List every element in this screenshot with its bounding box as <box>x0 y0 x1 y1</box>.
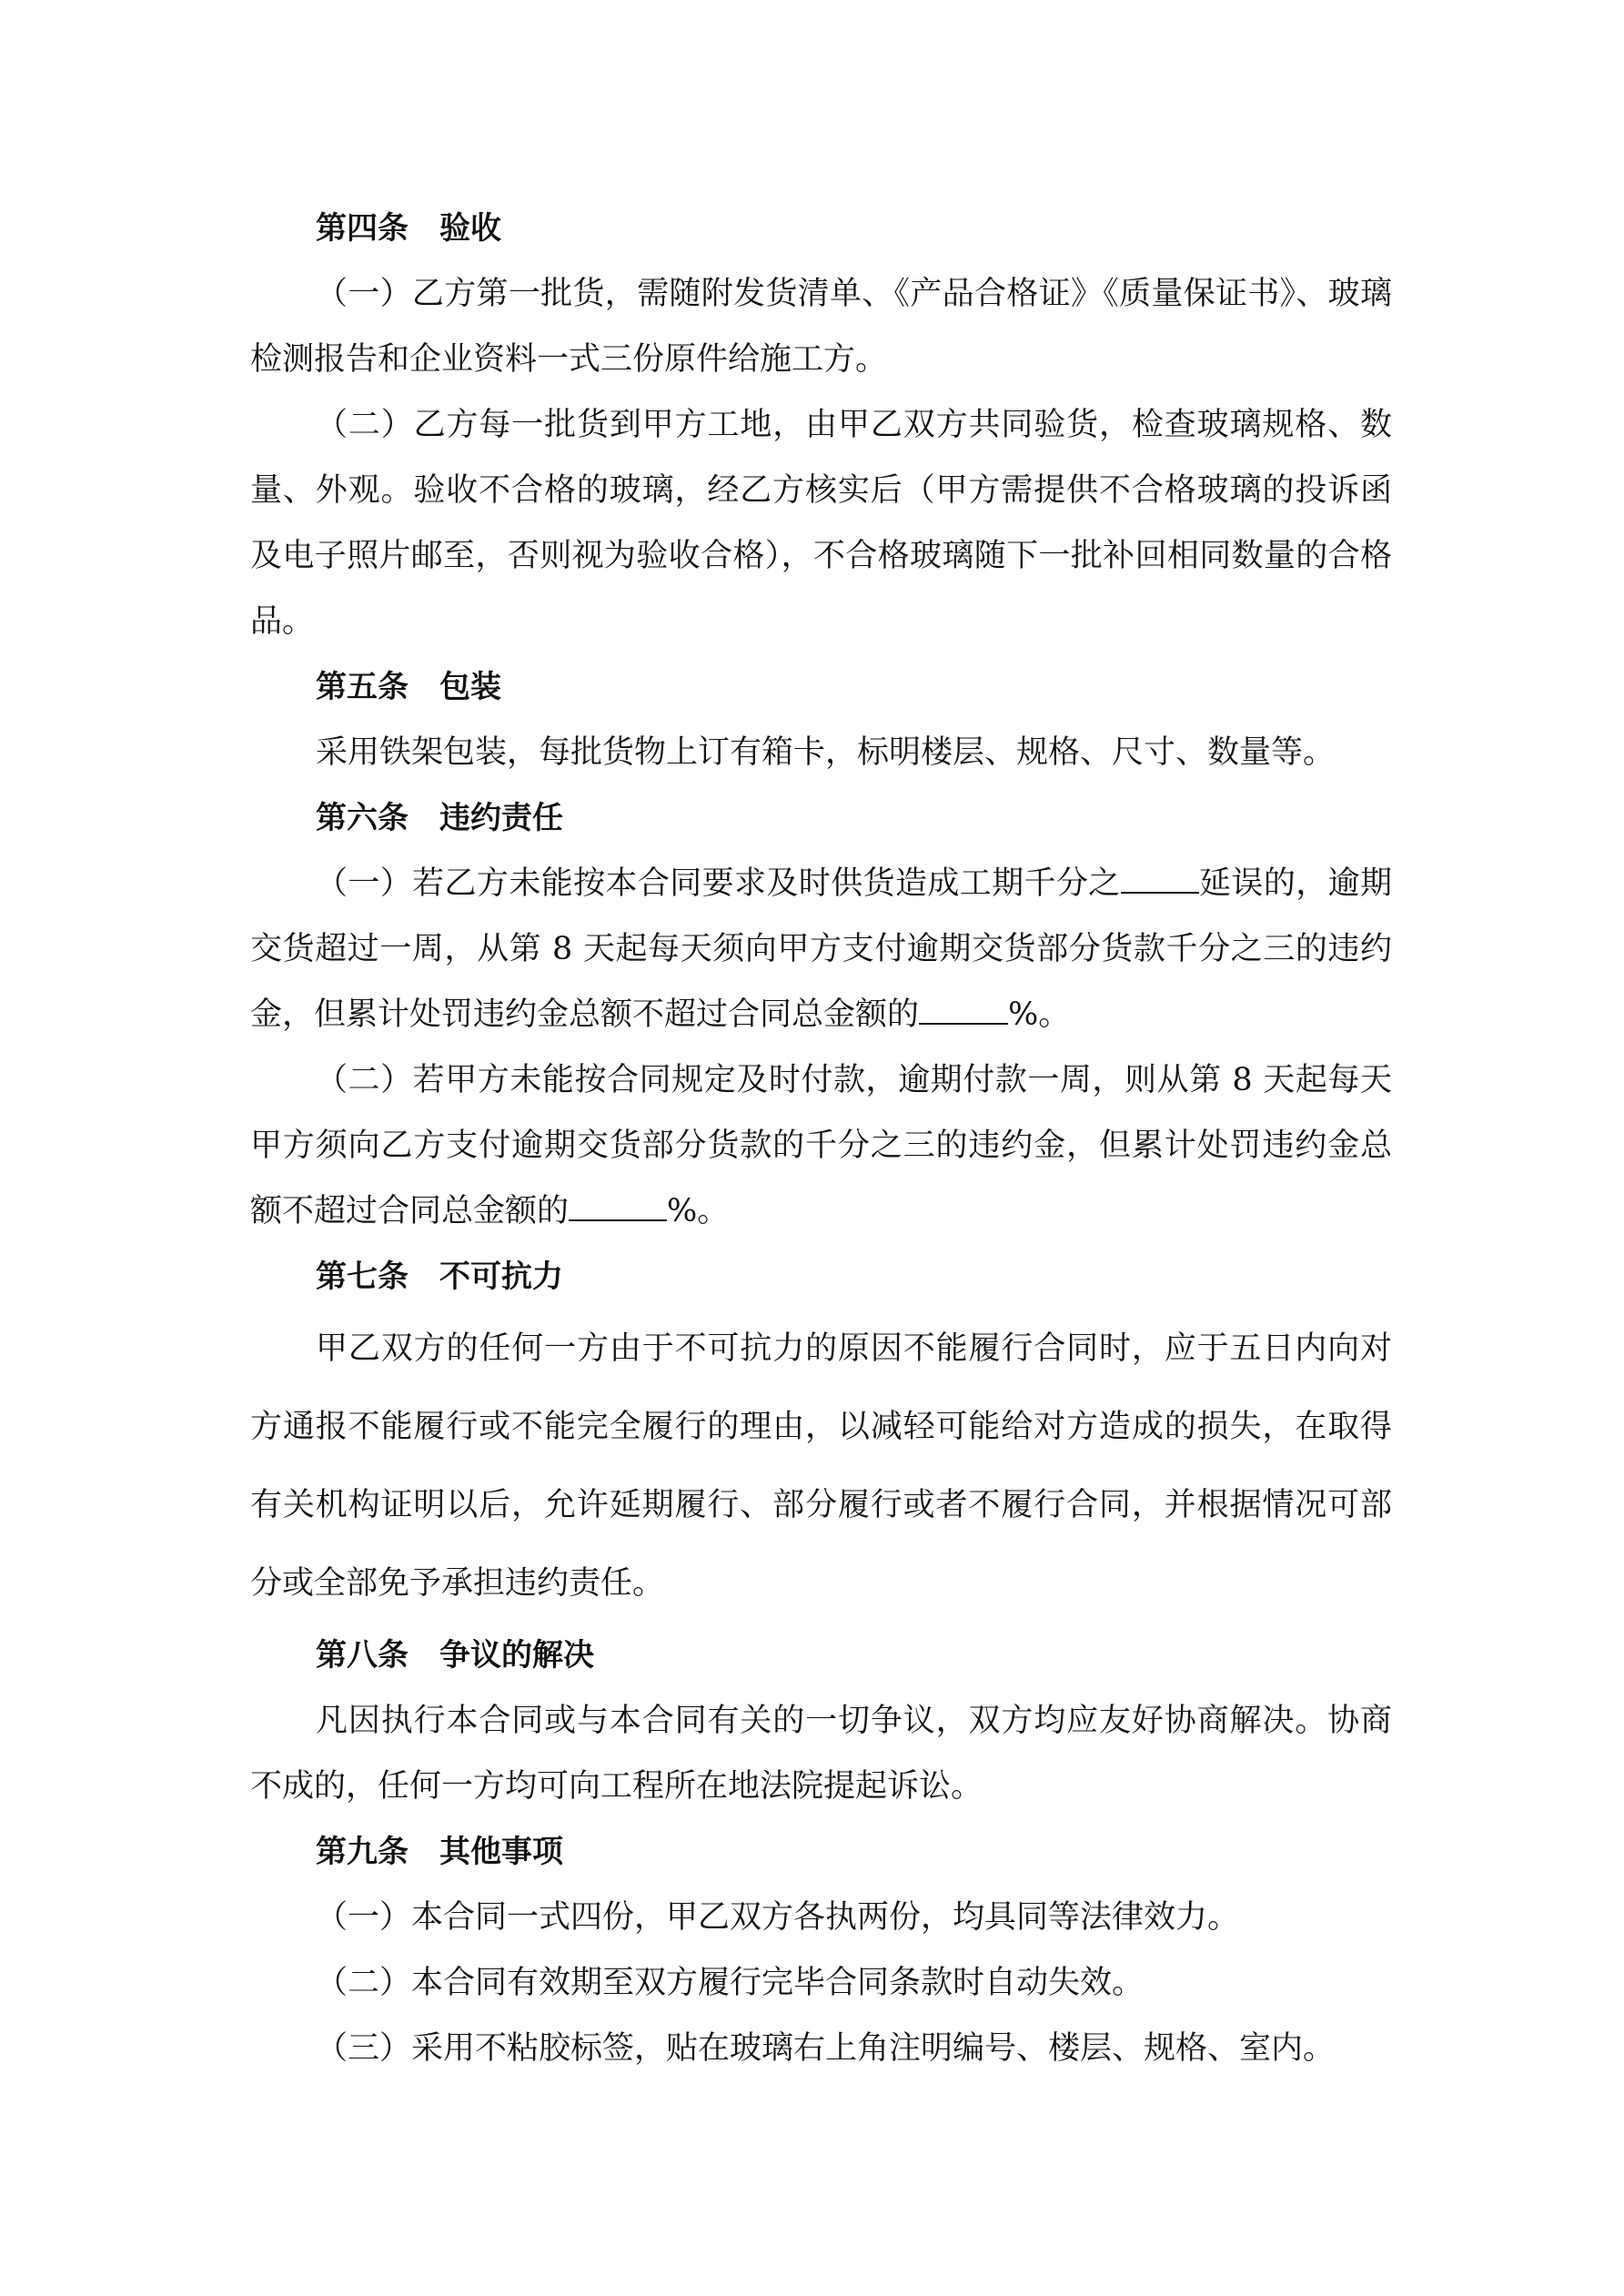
article-6-clause-2-text-b: %。 <box>667 1193 730 1229</box>
article-8-heading: 第八条 争议的解决 <box>316 1637 594 1674</box>
article-8-section <box>250 1623 1392 1819</box>
article-7-clause-1: 甲乙双方的任何一方由于不可抗力的原因不能履行合同时，应于五日内向对方通报不能履行或不能完全履行的理由，以减轻可能给对方造成的损失，在取得有关机构证明以后，允许延期履行、部分履行或者不履行合同，并根据情况可部分或全部免予承担违约责任。 <box>250 1330 1392 1602</box>
penalty-cap-blank-1 <box>919 996 1008 1025</box>
article-6-heading: 第六条 违约责任 <box>316 800 563 836</box>
delay-rate-blank <box>1121 865 1199 894</box>
penalty-cap-blank-2 <box>569 1192 667 1221</box>
article-9-heading: 第九条 其他事项 <box>316 1834 563 1870</box>
article-5-section <box>250 654 1392 785</box>
article-5-heading: 第五条 包装 <box>316 669 501 705</box>
article-6-clause-2-text-a: （二）若甲方未能按合同规定及时付款，逾期付款一周，则从第 8 天起每天甲方须向乙方支付逾期交货部分货款的千分之三的违约金，但累计处罚违约金总额不超过合同总金额的 <box>250 1062 1392 1229</box>
article-4-clause-2: （二）乙方每一批货到甲方工地，由甲乙双方共同验货，检查玻璃规格、数量、外观。验收不合格的玻璃，经乙方核实后（甲方需提供不合格玻璃的投诉函及电子照片邮至，否则视为验收合格），不合格玻璃随下一批补回相同数量的合格品。 <box>250 407 1392 640</box>
article-6-clause-1 <box>250 851 1392 1047</box>
article-8-clause-1: 凡因执行本合同或与本合同有关的一切争议，双方均应友好协商解决。协商不成的，任何一方均可向工程所在地法院提起诉讼。 <box>250 1703 1392 1805</box>
article-9-section <box>250 1819 1392 2081</box>
article-9-clause-1: （一）本合同一式四份，甲乙双方各执两份，均具同等法律效力。 <box>316 1899 1240 1936</box>
article-4-clause-1: （一）乙方第一批货，需随附发货清单、《产品合格证》《质量保证书》、玻璃检测报告和企业资料一式三份原件给施工方。 <box>250 276 1392 378</box>
article-6-clause-1-text-c: %。 <box>1008 996 1071 1033</box>
article-6-clause-1-text-b: 延误的，逾期交货超过一周，从第 8 天起每天须向甲方支付逾期交货部分货款千分之三的违约金，但累计处罚违约金总额不超过合同总金额的 <box>250 865 1392 1033</box>
article-6-section <box>250 785 1392 1244</box>
article-5-clause-1: 采用铁架包装，每批货物上订有箱卡，标明楼层、规格、尺寸、数量等。 <box>316 734 1336 771</box>
article-9-clause-3: （三）采用不粘胶标签，贴在玻璃右上角注明编号、楼层、规格、室内。 <box>316 2030 1336 2067</box>
article-4-heading: 第四条 验收 <box>316 210 501 247</box>
article-9-clause-2: （二）本合同有效期至双方履行完毕合同条款时自动失效。 <box>316 1965 1145 2001</box>
article-6-clause-2 <box>250 1047 1392 1244</box>
article-4-section <box>250 196 1392 654</box>
contract-page <box>250 196 1392 2081</box>
article-7-heading: 第七条 不可抗力 <box>316 1259 563 1295</box>
article-7-section <box>250 1244 1392 1623</box>
article-6-clause-1-text-a: （一）若乙方未能按本合同要求及时供货造成工期千分之 <box>316 865 1121 902</box>
